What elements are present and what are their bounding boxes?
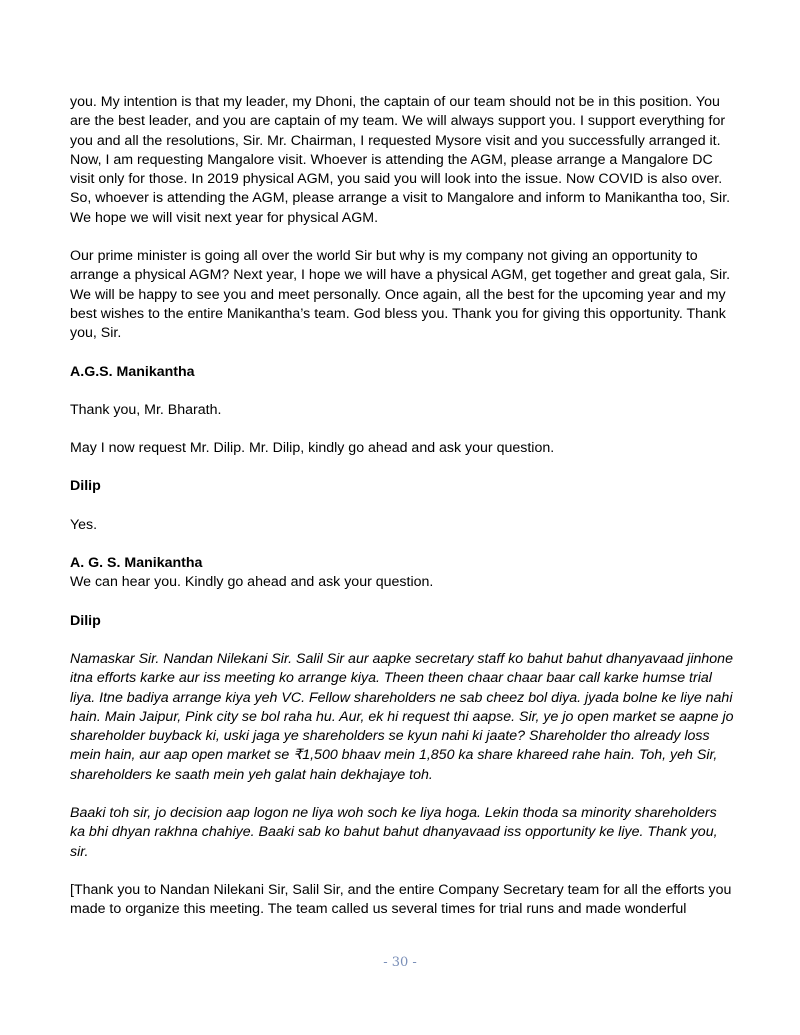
paragraph: [Thank you to Nandan Nilekani Sir, Salil Sir, and the entire Company Secretary team for all the efforts you made to organize this meeting. The team called us several times for trial runs and made wonderful (70, 881, 732, 918)
speaker-name: A.G.S. Manikantha (70, 363, 195, 380)
document-body (70, 93, 735, 920)
paragraph: Our prime minister is going all over the world Sir but why is my company not giving an opportunity to arrange a physical AGM? Next year, I hope we will have a physical AGM, get together and great gala, Sir. We will be happy to see you and meet personally. Once again, all the best for the upcoming year and my best wishes to the entire Manikantha’s team. God bless you. Thank you for giving this opportunity. Thank you, Sir. (70, 248, 731, 342)
page-number: - 30 - (383, 955, 417, 970)
paragraph-italic: Namaskar Sir. Nandan Nilekani Sir. Salil Sir aur aapke secretary staff ko bahut bahut dhanyavaad jinhone itna efforts karke aur iss meeting ko arrange kiya. Theen theen chaar chaar baar call karke humse trial liya. Itne badiya arrange kiya yeh VC. Fellow shareholders ne sab cheez bol diya. jyada bolne ke liye nahi hain. Main Jaipur, Pink city se bol raha hu. Aur, ek hi request thi aapse. Sir, ye jo open market se aapne jo shareholder buyback ki, uski jaga ye shareholders se kyun nahi ki jaate? Shareholder tho already loss mein hain, aur aap open market se ₹1,500 bhaav mein 1,850 ka share khareed rahe hain. Toh, yeh Sir, shareholders ke saath mein yeh galat hain dekhajaye toh. (70, 650, 734, 783)
speaker-name: Dilip (70, 478, 101, 495)
paragraph: We can hear you. Kindly go ahead and ask your question. (70, 574, 434, 591)
paragraph: you. My intention is that my leader, my Dhoni, the captain of our team should not be in this position. You are the best leader, and you are captain of my team. We will always support you. I support everything for you and all the resolutions, Sir. Mr. Chairman, I requested Mysore visit and you successfully arranged it. Now, I am requesting Mangalore visit. Whoever is attending the AGM, please arrange a Mangalore DC visit only for those. In 2019 physical AGM, you said you will look into the issue. Now COVID is also over. So, whoever is attending the AGM, please arrange a visit to Mangalore and inform to Manikantha too, Sir. We hope we will visit next year for physical AGM. (70, 94, 731, 226)
paragraph-italic: Baaki toh sir, jo decision aap logon ne liya woh soch ke liya hoga. Lekin thoda sa minority shareholders ka bhi dhyan rakhna chahiye. Baaki sab ko bahut bahut dhanyavaad iss opportunity ke liye. Thank you, sir. (70, 805, 718, 860)
paragraph: Thank you, Mr. Bharath. (70, 401, 222, 418)
paragraph: Yes. (70, 516, 98, 533)
speaker-name: Dilip (70, 612, 101, 629)
paragraph: May I now request Mr. Dilip. Mr. Dilip, kindly go ahead and ask your question. (70, 440, 555, 457)
speaker-name: A. G. S. Manikantha (70, 555, 203, 572)
